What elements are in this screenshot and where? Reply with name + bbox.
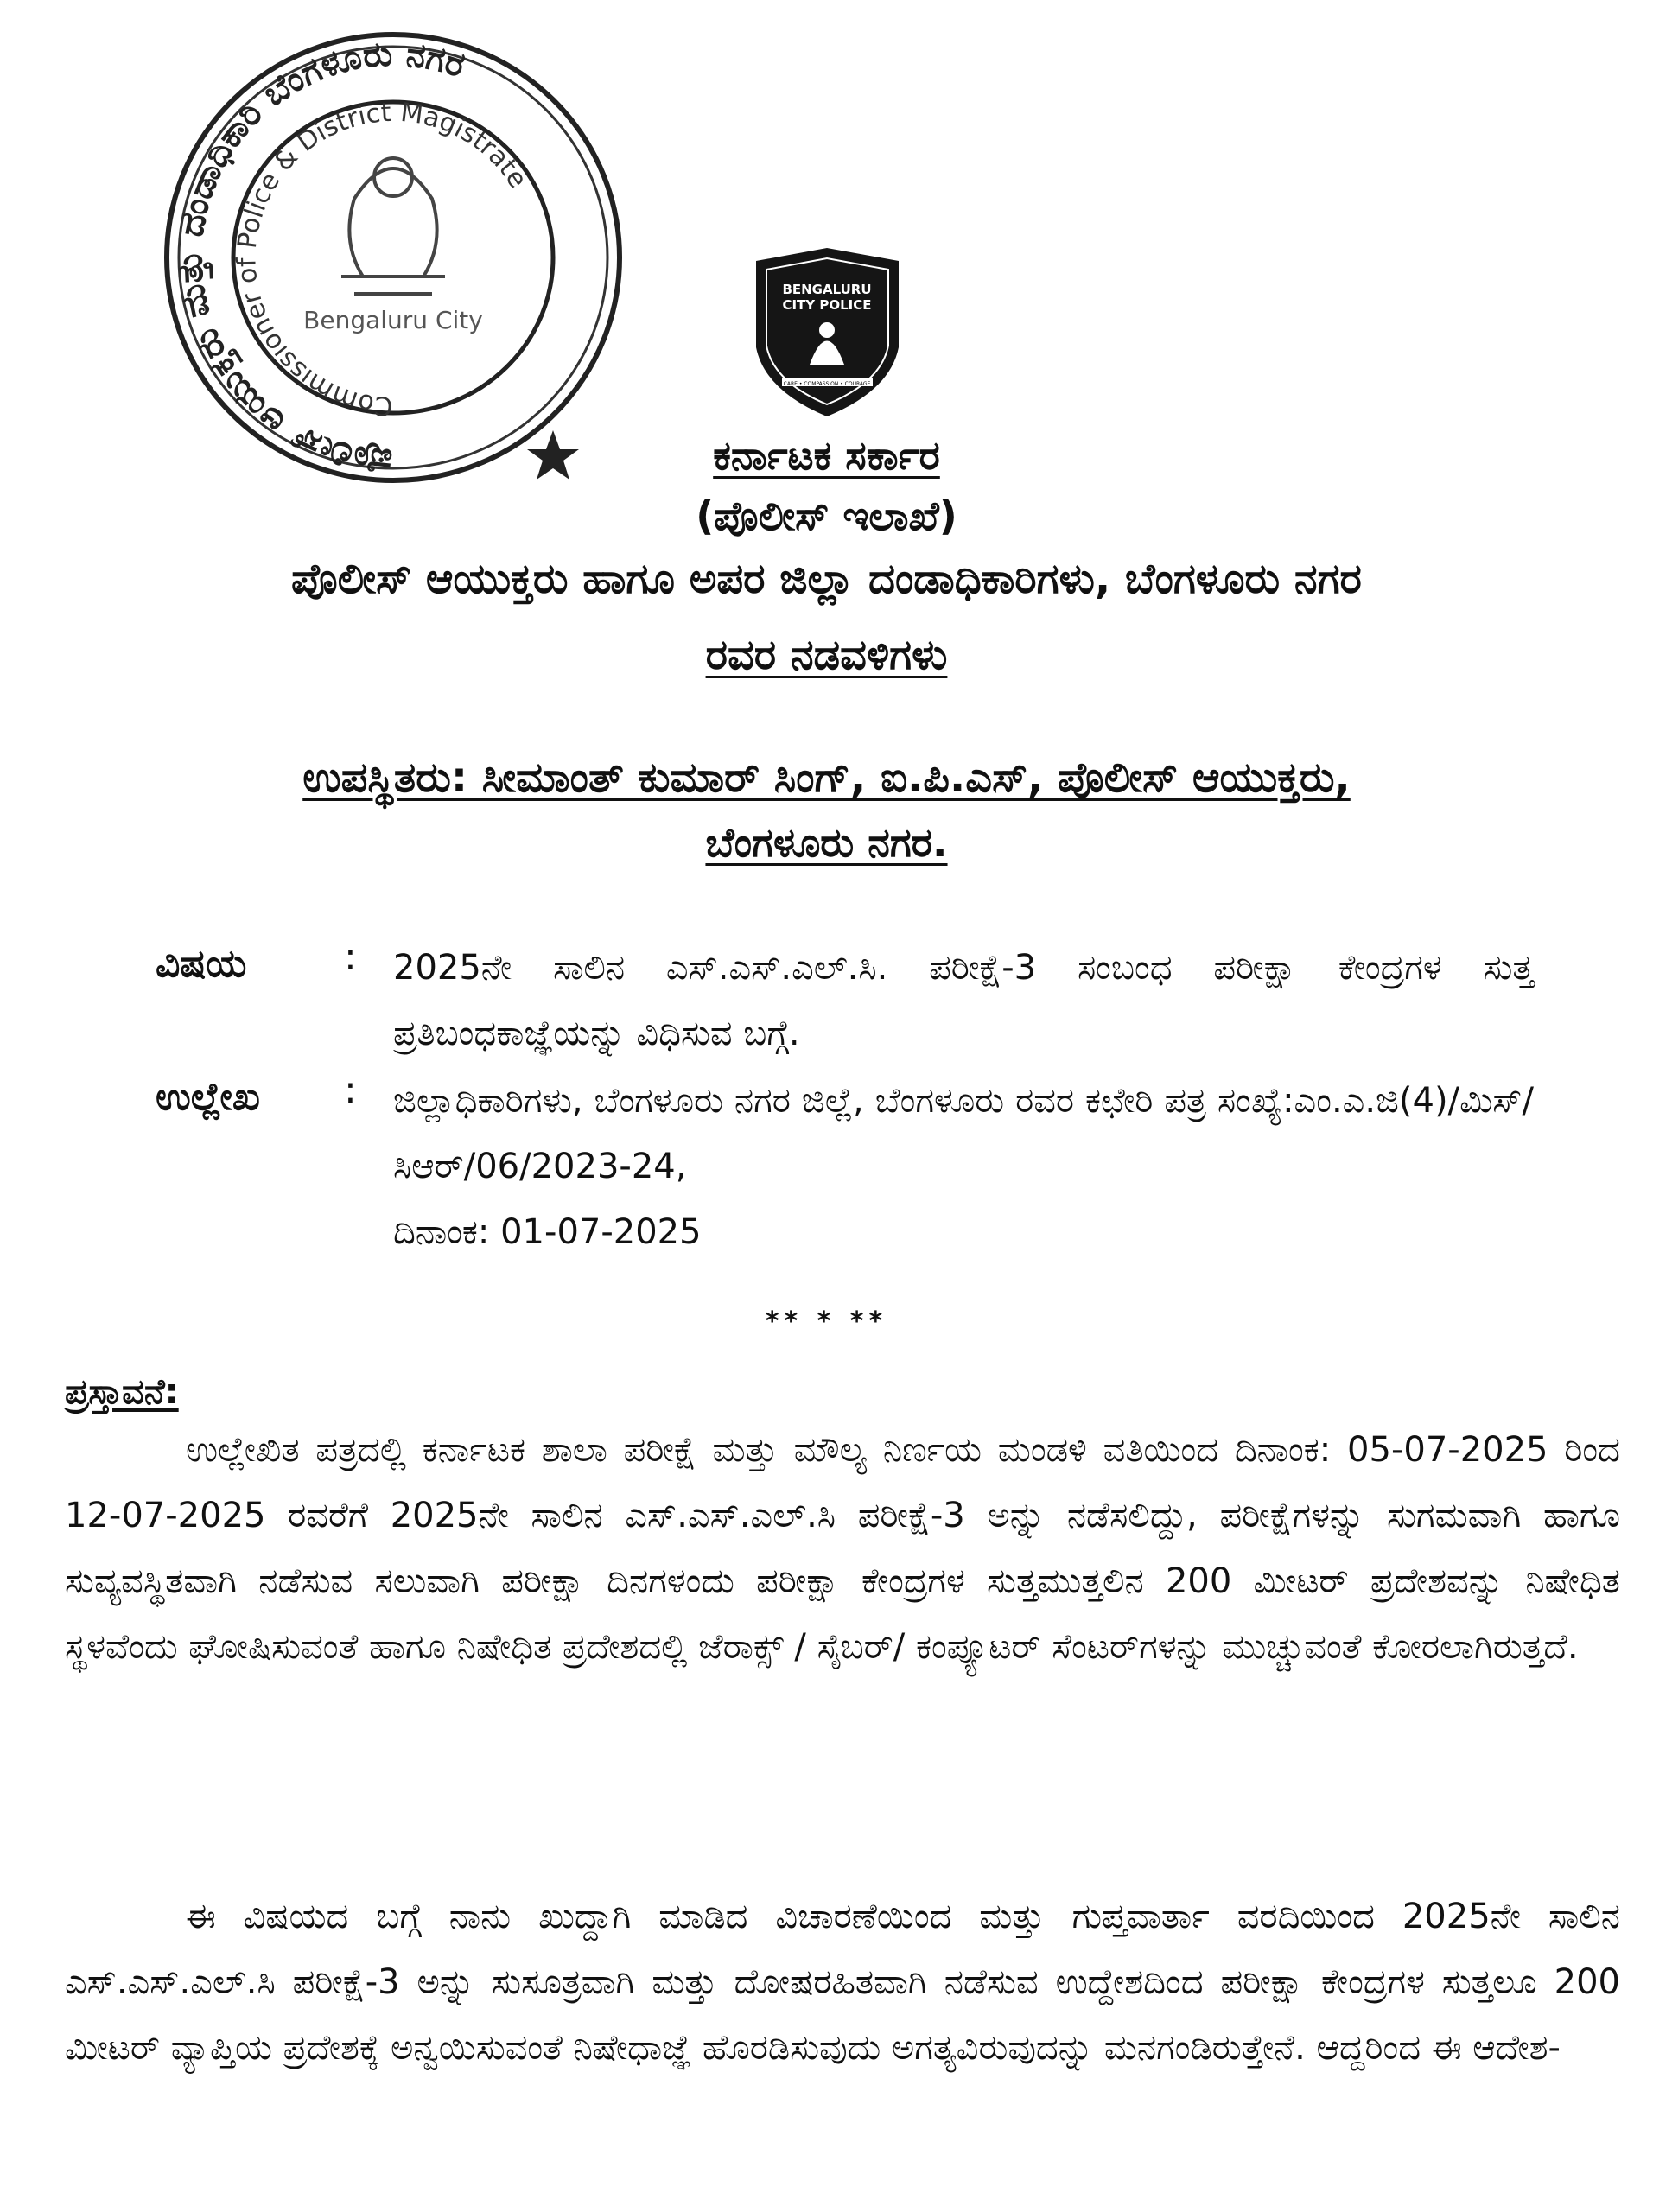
preamble-label: ಪ್ರಸ್ತಾವನೆ:	[65, 1372, 179, 1412]
present-line2: ಬೆಂಗಳೂರು ನಗರ.	[705, 819, 948, 866]
svg-text:Commissioner of Police & Distr	[232, 98, 532, 421]
logo-line1: BENGALURU	[782, 282, 872, 297]
reference-label: ಉಲ್ಲೇಖ	[156, 1075, 260, 1119]
seal-inner-text: Commissioner of Police & District Magistrate	[232, 97, 533, 422]
subject-text: 2025ನೇ ಸಾಲಿನ ಎಸ್.ಎಸ್.ಎಲ್.ಸಿ. ಪರೀಕ್ಷೆ-3 ಸಂಬಂಧ ಪರೀಕ್ಷಾ ಕೇಂದ್ರಗಳ ಸುತ್ತ ಪ್ರತಿಬಂಧಕಾಜ್ಞೆಯನ್ನು ವಿಧಿಸುವ ಬಗ್ಗೆ.	[393, 948, 1534, 1053]
seal-bottom-text: Bengaluru City	[303, 306, 483, 334]
state-emblem-icon	[341, 158, 445, 294]
preamble-paragraph-1: ಉಲ್ಲೇಖಿತ ಪತ್ರದಲ್ಲಿ ಕರ್ನಾಟಕ ಶಾಲಾ ಪರೀಕ್ಷೆ ಮತ್ತು ಮೌಲ್ಯ ನಿರ್ಣಯ ಮಂಡಳಿ ವತಿಯಿಂದ ದಿನಾಂಕ: 05-07-2025 ರಿಂದ 12-07-2025 ರವರೆಗೆ 2025ನೇ ಸಾಲಿನ ಎಸ್.ಎಸ್.ಎಲ್.ಸಿ ಪರೀಕ್ಷೆ-3 ಅನ್ನು ನಡೆಸಲಿದ್ದು, ಪರೀಕ್ಷೆಗಳನ್ನು ಸುಗಮವಾಗಿ ಹಾಗೂ ಸುವ್ಯವಸ್ಥಿತವಾಗಿ ನಡೆಸುವ ಸಲುವಾಗಿ ಪರೀಕ್ಷಾ ದಿನಗಳಂದು ಪರೀಕ್ಷಾ ಕೇಂದ್ರಗಳ ಸುತ್ತಮುತ್ತಲಿನ 200 ಮೀಟರ್ ಪ್ರದೇಶವನ್ನು ನಿಷೇಧಿತ ಸ್ಥಳವೆಂದು ಘೋಷಿಸುವಂತೆ ಹಾಗೂ ನಿಷೇಧಿತ ಪ್ರದೇಶದಲ್ಲಿ ಜೆರಾಕ್ಸ್ / ಸೈಬರ್/ ಕಂಪ್ಯೂಟರ್ ಸೆಂಟರ್‌ಗಳನ್ನು ಮುಚ್ಚುವಂತೆ ಕೋರಲಾಗಿರುತ್ತದೆ.	[65, 1430, 1620, 1667]
reference-colon: :	[344, 1068, 357, 1112]
reference-text: ಜಿಲ್ಲಾಧಿಕಾರಿಗಳು, ಬೆಂಗಳೂರು ನಗರ ಜಿಲ್ಲೆ, ಬೆಂಗಳೂರು ರವರ ಕಛೇರಿ ಪತ್ರ ಸಂಖ್ಯೆ:ಎಂ.ಎ.ಜಿ(4)/ಮಿಸ್/ಸಿಆರ್/06/2023-24,	[393, 1081, 1534, 1186]
office-title-line2: ರವರ ನಡವಳಿಗಳು	[705, 631, 948, 679]
reference-date: ದಿನಾಂಕ: 01-07-2025	[393, 1212, 702, 1252]
separator: ** * **	[765, 1306, 888, 1337]
dept-title: (ಪೊಲೀಸ್ ಇಲಾಖೆ)	[696, 493, 957, 539]
office-title-line1: ಪೊಲೀಸ್ ಆಯುಕ್ತರು ಹಾಗೂ ಅಪರ ಜಿಲ್ಲಾ ದಂಡಾಧಿಕಾರಿಗಳು, ಬೆಂಗಳೂರು ನಗರ	[291, 555, 1362, 603]
seal-outer-text: ಪೊಲೀಸ್ ಆಯುಕ್ತರು ಮತ್ತು ದಂಡಾಧಿಕಾರಿ ಬೆಂಗಳೂರು ನಗರ	[169, 34, 470, 481]
govt-title: ಕರ್ನಾಟಕ ಸರ್ಕಾರ	[713, 432, 940, 479]
logo-motto: CARE • COMPASSION • COURAGE	[783, 381, 871, 387]
bengaluru-city-police-logo	[747, 244, 907, 421]
preamble-paragraph-2: ಈ ವಿಷಯದ ಬಗ್ಗೆ ನಾನು ಖುದ್ದಾಗಿ ಮಾಡಿದ ವಿಚಾರಣೆಯಿಂದ ಮತ್ತು ಗುಪ್ತವಾರ್ತಾ ವರದಿಯಿಂದ 2025ನೇ ಸಾಲಿನ ಎಸ್.ಎಸ್.ಎಲ್.ಸಿ ಪರೀಕ್ಷೆ-3 ಅನ್ನು ಸುಸೂತ್ರವಾಗಿ ಮತ್ತು ದೋಷರಹಿತವಾಗಿ ನಡೆಸುವ ಉದ್ದೇಶದಿಂದ ಪರೀಕ್ಷಾ ಕೇಂದ್ರಗಳ ಸುತ್ತಲೂ 200 ಮೀಟರ್ ವ್ಯಾಪ್ತಿಯ ಪ್ರದೇಶಕ್ಕೆ ಅನ್ವಯಿಸುವಂತೆ ನಿಷೇಧಾಜ್ಞೆ ಹೊರಡಿಸುವುದು ಅಗತ್ಯವಿರುವುದನ್ನು ಮನಗಂಡಿರುತ್ತೇನೆ. ಆದ್ದರಿಂದ ಈ ಆದೇಶ-	[65, 1897, 1620, 2068]
logo-line2: CITY POLICE	[782, 297, 872, 313]
subject-colon: :	[344, 935, 357, 979]
official-seal	[147, 17, 639, 497]
subject-label: ವಿಷಯ	[156, 942, 247, 986]
present-line1: ಉಪಸ್ಥಿತರು: ಸೀಮಾಂತ್ ಕುಮಾರ್ ಸಿಂಗ್, ಐ.ಪಿ.ಎಸ್, ಪೊಲೀಸ್ ಆಯುಕ್ತರು,	[302, 753, 1351, 802]
